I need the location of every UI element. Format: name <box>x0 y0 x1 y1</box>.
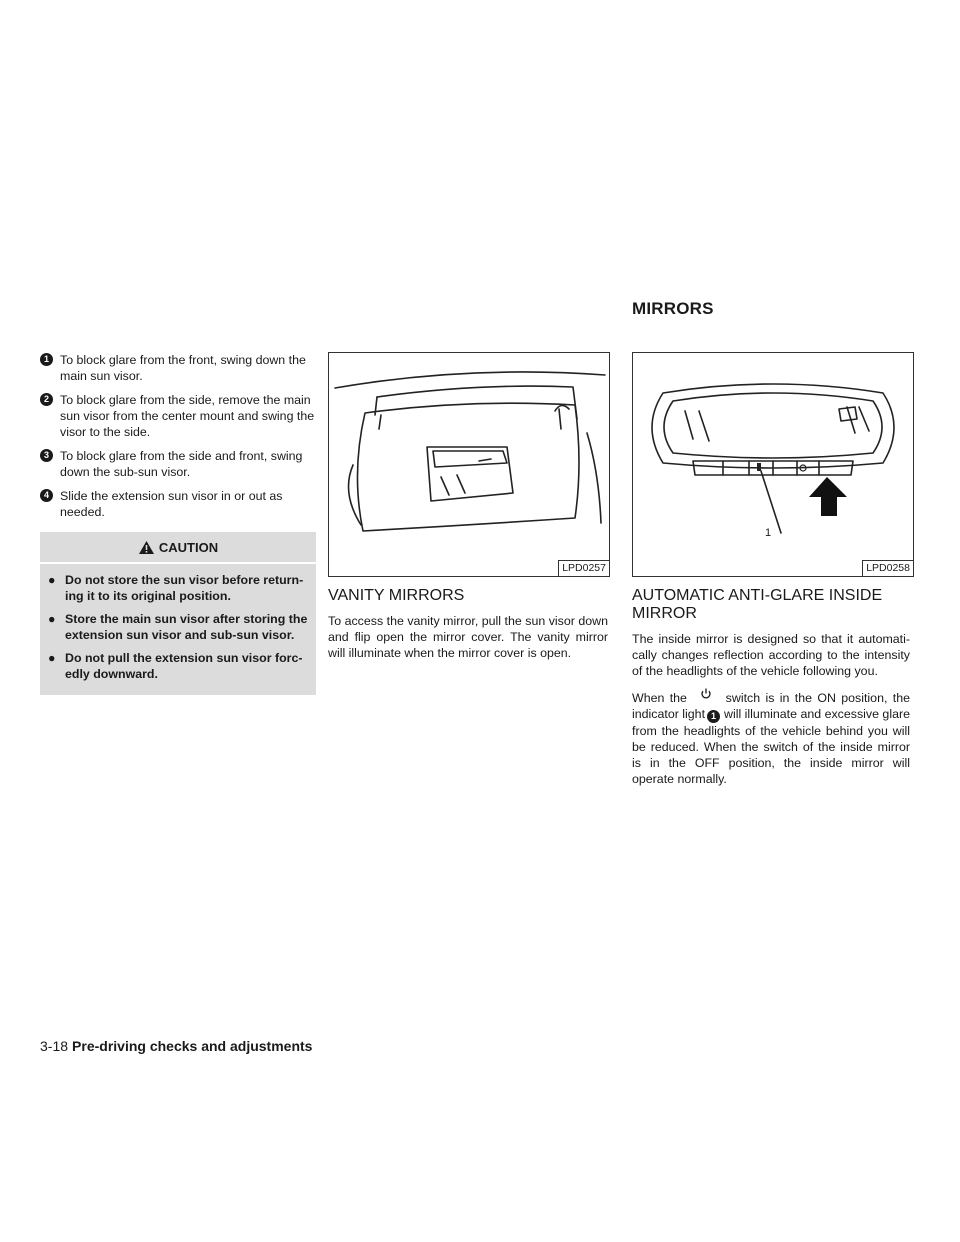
section-title: MIRRORS <box>632 299 714 318</box>
bullet-icon: ● <box>48 573 56 587</box>
indicator-number-1: 1 <box>707 710 720 723</box>
figure-code: LPD0257 <box>558 560 609 576</box>
caution-title: CAUTION <box>158 539 219 555</box>
page-number: 3-18 <box>40 1038 69 1054</box>
footer-section: Pre-driving checks and adjustments <box>72 1038 313 1054</box>
auto-mirror-para-2 <box>632 688 910 787</box>
warning-triangle-icon <box>138 540 155 555</box>
vanity-text: To access the vanity mirror, pull the sun visor down and flip open the mirror cover. The vanity mirror will illuminate when the mirror cover is open. <box>328 614 608 660</box>
auto-mirror-para-2b: switch is in the ON position, the indicator light <box>632 691 910 721</box>
step-number-3: 3 <box>40 449 53 462</box>
power-icon <box>692 688 720 700</box>
inside-mirror-drawing <box>633 353 913 576</box>
vanity-mirror-illustration <box>328 352 610 577</box>
vanity-heading: VANITY MIRRORS <box>328 587 465 604</box>
sun-visor-column <box>40 352 316 695</box>
caution-item-1-text: Do not store the sun visor before return-ing it to its original position. <box>65 573 304 603</box>
bullet-icon: ● <box>48 612 56 626</box>
vanity-mirror-column <box>328 352 608 670</box>
step-2 <box>40 392 316 440</box>
step-1-text: To block glare from the front, swing down the main sun visor. <box>60 353 306 383</box>
inside-mirror-illustration <box>632 352 914 577</box>
step-3 <box>40 448 316 480</box>
caution-box <box>40 532 316 695</box>
caution-item-1 <box>48 572 308 604</box>
step-2-text: To block glare from the side, remove the main sun visor from the center mount and swing the visor to the side. <box>60 393 315 439</box>
auto-mirror-column <box>632 352 910 796</box>
step-1 <box>40 352 316 384</box>
auto-mirror-heading: AUTOMATIC ANTI-GLARE INSIDE MIRROR <box>632 587 883 622</box>
caution-body <box>40 564 316 695</box>
figure-callout: 1 <box>765 527 772 539</box>
caution-item-3-text: Do not pull the extension sun visor forc-edly downward. <box>65 651 303 681</box>
caution-item-2-text: Store the main sun visor after storing the extension sun visor and sub-sun visor. <box>65 612 308 642</box>
step-number-2: 2 <box>40 393 53 406</box>
caution-item-3 <box>48 650 308 682</box>
step-number-1: 1 <box>40 353 53 366</box>
step-4 <box>40 488 316 520</box>
step-number-4: 4 <box>40 489 53 502</box>
auto-mirror-para-2c: will illuminate and excessive glare from the headlights of the vehicle behind you will be reduced. When the switch of the inside mirror is in the OFF position, the inside mirror will operate normally. <box>632 707 910 786</box>
caution-header <box>40 532 316 564</box>
figure-code: LPD0258 <box>862 560 913 576</box>
caution-item-2 <box>48 611 308 643</box>
sun-visor-drawing <box>329 353 609 576</box>
step-4-text: Slide the extension sun visor in or out as needed. <box>60 489 283 519</box>
page-footer <box>40 1038 312 1054</box>
step-3-text: To block glare from the side and front, swing down the sub-sun visor. <box>60 449 303 479</box>
auto-mirror-para-1: The inside mirror is designed so that it automati-cally changes reflection according to the intensity of the headlights of the vehicle following you. <box>632 632 910 678</box>
bullet-icon: ● <box>48 651 56 665</box>
auto-mirror-para-2a: When the <box>632 691 687 705</box>
